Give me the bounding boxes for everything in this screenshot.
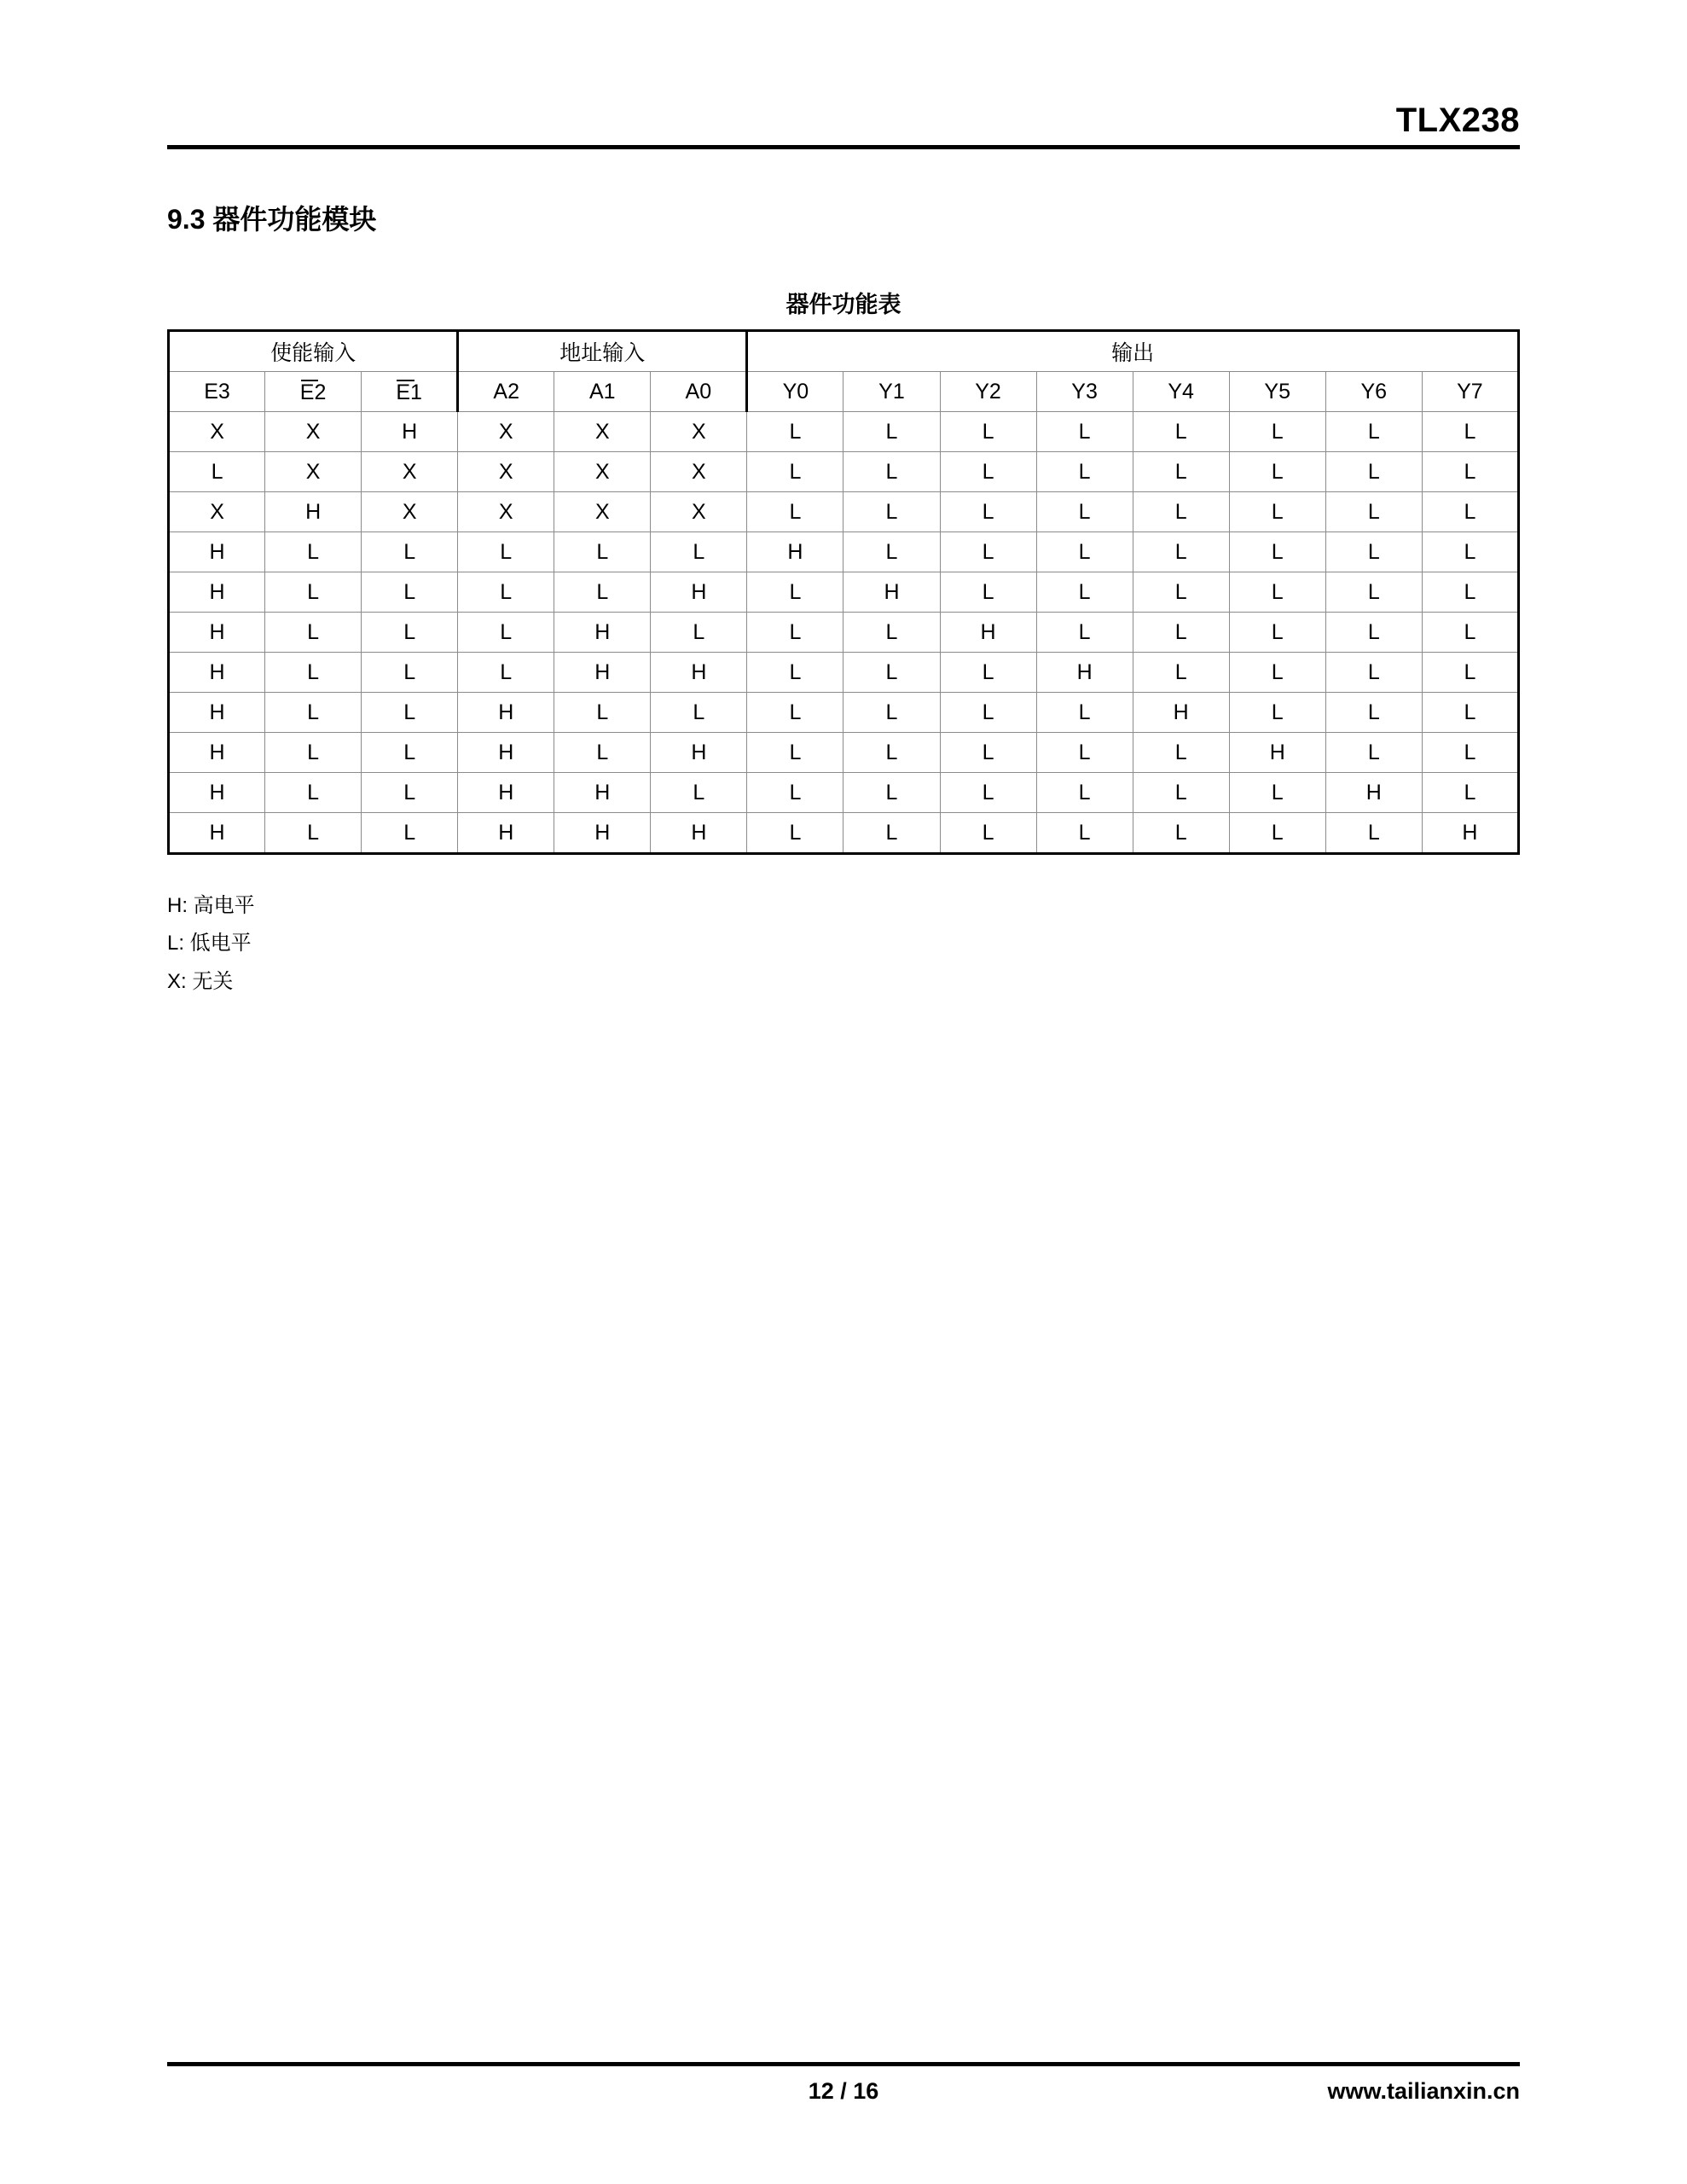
column-header-y7: Y7 <box>1422 372 1518 412</box>
table-cell: L <box>1133 412 1229 452</box>
legend-line-h: H: 高电平 <box>167 894 255 917</box>
table-cell: L <box>362 613 458 653</box>
table-cell: L <box>1422 452 1518 492</box>
table-cell: L <box>1229 653 1325 693</box>
table-cell: X <box>458 492 554 532</box>
table-cell: L <box>458 653 554 693</box>
table-cell: L <box>844 653 940 693</box>
table-cell: L <box>1036 572 1133 613</box>
table-cell: X <box>362 452 458 492</box>
table-cell: L <box>1036 813 1133 854</box>
table-cell: L <box>1036 532 1133 572</box>
table-cell: L <box>1133 653 1229 693</box>
table-row <box>169 452 1519 492</box>
group-header-address: 地址输入 <box>458 331 747 372</box>
table-cell: L <box>1422 653 1518 693</box>
table-cell: L <box>1325 532 1422 572</box>
table-cell: L <box>844 492 940 532</box>
table-cell: L <box>940 813 1036 854</box>
table-cell: L <box>844 452 940 492</box>
legend-block <box>167 887 255 1001</box>
table-cell: L <box>844 412 940 452</box>
table-cell: L <box>1229 572 1325 613</box>
table-group-header-row <box>169 331 1519 372</box>
table-cell: L <box>940 773 1036 813</box>
table-cell: L <box>844 693 940 733</box>
table-cell: L <box>651 773 747 813</box>
table-cell: H <box>169 813 265 854</box>
table-cell: X <box>169 492 265 532</box>
table-cell: H <box>651 653 747 693</box>
table-cell: L <box>1325 733 1422 773</box>
table-cell: L <box>458 532 554 572</box>
table-cell: L <box>1133 773 1229 813</box>
table-cell: H <box>265 492 362 532</box>
table-cell: L <box>1325 572 1422 613</box>
table-cell: L <box>265 773 362 813</box>
table-cell: L <box>554 733 651 773</box>
table-cell: X <box>265 412 362 452</box>
page-footer <box>167 2062 1520 2112</box>
function-table-body <box>169 412 1519 854</box>
table-cell: L <box>1133 813 1229 854</box>
table-cell: L <box>1036 693 1133 733</box>
table-cell: L <box>1325 693 1422 733</box>
table-cell: L <box>1133 733 1229 773</box>
table-cell: X <box>651 452 747 492</box>
table-cell: L <box>940 492 1036 532</box>
column-header-a2: A2 <box>458 372 554 412</box>
table-cell: H <box>554 613 651 653</box>
column-header-y0: Y0 <box>747 372 844 412</box>
table-cell: L <box>844 613 940 653</box>
table-row <box>169 653 1519 693</box>
table-cell: L <box>265 653 362 693</box>
column-header-y2: Y2 <box>940 372 1036 412</box>
table-cell: L <box>362 653 458 693</box>
function-table-wrapper <box>167 329 1520 855</box>
table-cell: L <box>265 693 362 733</box>
table-cell: L <box>1422 412 1518 452</box>
table-cell: H <box>458 693 554 733</box>
table-cell: H <box>844 572 940 613</box>
table-cell: L <box>1325 613 1422 653</box>
table-cell: L <box>940 532 1036 572</box>
column-header-e1: E1 <box>362 372 458 412</box>
table-cell: L <box>1133 452 1229 492</box>
table-cell: L <box>1229 613 1325 653</box>
table-cell: L <box>844 532 940 572</box>
table-row <box>169 693 1519 733</box>
table-cell: L <box>1325 452 1422 492</box>
table-row <box>169 613 1519 653</box>
header-divider <box>167 145 1520 149</box>
table-cell: L <box>554 693 651 733</box>
table-cell: L <box>362 733 458 773</box>
table-cell: L <box>1036 733 1133 773</box>
table-cell: L <box>1325 653 1422 693</box>
table-cell: H <box>169 653 265 693</box>
column-header-e3: E3 <box>169 372 265 412</box>
table-cell: L <box>1229 773 1325 813</box>
table-cell: L <box>1229 412 1325 452</box>
table-cell: L <box>1133 492 1229 532</box>
table-row <box>169 412 1519 452</box>
table-cell: L <box>844 733 940 773</box>
table-cell: L <box>747 452 844 492</box>
table-cell: L <box>1422 613 1518 653</box>
table-cell: L <box>1133 572 1229 613</box>
footer-website[interactable]: www.tailianxin.cn <box>1327 2078 1520 2104</box>
table-cell: L <box>362 532 458 572</box>
table-cell: L <box>1036 773 1133 813</box>
table-cell: X <box>265 452 362 492</box>
table-cell: H <box>458 773 554 813</box>
table-row <box>169 532 1519 572</box>
table-cell: X <box>554 492 651 532</box>
table-cell: L <box>169 452 265 492</box>
table-cell: H <box>169 613 265 653</box>
table-cell: X <box>651 492 747 532</box>
table-cell: H <box>1422 813 1518 854</box>
table-cell: H <box>1036 653 1133 693</box>
column-header-y3: Y3 <box>1036 372 1133 412</box>
table-cell: X <box>362 492 458 532</box>
column-header-y5: Y5 <box>1229 372 1325 412</box>
table-row <box>169 492 1519 532</box>
table-cell: X <box>458 412 554 452</box>
table-cell: L <box>362 572 458 613</box>
table-cell: L <box>1036 492 1133 532</box>
table-cell: L <box>1229 693 1325 733</box>
footer-divider <box>167 2062 1520 2066</box>
table-cell: L <box>747 492 844 532</box>
part-number-title: TLX238 <box>1395 102 1520 139</box>
table-cell: L <box>940 572 1036 613</box>
table-cell: L <box>554 532 651 572</box>
table-cell: H <box>169 773 265 813</box>
table-cell: H <box>1325 773 1422 813</box>
table-caption: 器件功能表 <box>786 292 901 317</box>
table-cell: H <box>169 532 265 572</box>
table-cell: H <box>651 572 747 613</box>
table-cell: H <box>554 813 651 854</box>
table-cell: L <box>940 733 1036 773</box>
table-cell: H <box>747 532 844 572</box>
table-cell: L <box>1036 452 1133 492</box>
table-cell: L <box>651 693 747 733</box>
table-cell: L <box>747 613 844 653</box>
table-row <box>169 572 1519 613</box>
table-cell: L <box>1229 532 1325 572</box>
table-cell: X <box>554 412 651 452</box>
table-cell: L <box>458 613 554 653</box>
table-row <box>169 773 1519 813</box>
table-cell: L <box>747 733 844 773</box>
table-cell: L <box>1036 613 1133 653</box>
table-cell: X <box>169 412 265 452</box>
table-cell: L <box>1229 492 1325 532</box>
table-cell: L <box>1422 693 1518 733</box>
table-cell: H <box>362 412 458 452</box>
table-cell: L <box>265 572 362 613</box>
table-cell: L <box>1422 572 1518 613</box>
table-cell: L <box>940 412 1036 452</box>
table-cell: X <box>554 452 651 492</box>
table-cell: H <box>554 773 651 813</box>
table-cell: L <box>1325 813 1422 854</box>
section-heading: 9.3 器件功能模块 <box>167 204 377 235</box>
table-cell: H <box>651 733 747 773</box>
table-cell: L <box>747 412 844 452</box>
table-cell: L <box>458 572 554 613</box>
table-cell: L <box>265 733 362 773</box>
table-cell: X <box>651 412 747 452</box>
page-header <box>167 102 1520 149</box>
table-cell: H <box>458 733 554 773</box>
table-cell: L <box>1133 613 1229 653</box>
table-cell: H <box>651 813 747 854</box>
table-cell: L <box>362 773 458 813</box>
table-cell: H <box>940 613 1036 653</box>
column-header-y1: Y1 <box>844 372 940 412</box>
table-cell: H <box>458 813 554 854</box>
table-cell: L <box>1325 492 1422 532</box>
table-cell: L <box>844 813 940 854</box>
legend-line-x: X: 无关 <box>167 969 234 993</box>
table-cell: L <box>362 693 458 733</box>
group-header-output: 输出 <box>747 331 1519 372</box>
table-cell: X <box>458 452 554 492</box>
table-cell: H <box>554 653 651 693</box>
table-cell: L <box>747 693 844 733</box>
table-cell: L <box>1133 532 1229 572</box>
table-cell: L <box>1229 452 1325 492</box>
table-cell: H <box>169 733 265 773</box>
table-cell: L <box>1422 773 1518 813</box>
table-cell: H <box>169 572 265 613</box>
table-cell: L <box>362 813 458 854</box>
table-cell: L <box>1325 412 1422 452</box>
table-row <box>169 813 1519 854</box>
table-cell: L <box>651 532 747 572</box>
function-table <box>167 329 1520 855</box>
table-cell: L <box>265 613 362 653</box>
column-header-e2: E2 <box>265 372 362 412</box>
table-cell: H <box>1229 733 1325 773</box>
table-cell: L <box>1036 412 1133 452</box>
table-cell: L <box>265 532 362 572</box>
table-cell: L <box>265 813 362 854</box>
table-cell: L <box>1422 492 1518 532</box>
column-header-y4: Y4 <box>1133 372 1229 412</box>
table-cell: L <box>554 572 651 613</box>
table-row <box>169 733 1519 773</box>
table-cell: L <box>1422 733 1518 773</box>
table-column-header-row <box>169 372 1519 412</box>
table-cell: L <box>940 452 1036 492</box>
column-header-a0: A0 <box>651 372 747 412</box>
group-header-enable: 使能输入 <box>169 331 458 372</box>
table-cell: L <box>651 613 747 653</box>
column-header-y6: Y6 <box>1325 372 1422 412</box>
legend-line-l: L: 低电平 <box>167 932 252 956</box>
table-cell: L <box>747 813 844 854</box>
table-cell: L <box>940 693 1036 733</box>
table-cell: L <box>940 653 1036 693</box>
table-cell: L <box>1229 813 1325 854</box>
page-number: 12 / 16 <box>808 2078 879 2104</box>
table-cell: L <box>1422 532 1518 572</box>
table-cell: H <box>169 693 265 733</box>
table-cell: L <box>747 653 844 693</box>
table-cell: L <box>844 773 940 813</box>
column-header-a1: A1 <box>554 372 651 412</box>
table-cell: H <box>1133 693 1229 733</box>
table-cell: L <box>747 773 844 813</box>
table-cell: L <box>747 572 844 613</box>
